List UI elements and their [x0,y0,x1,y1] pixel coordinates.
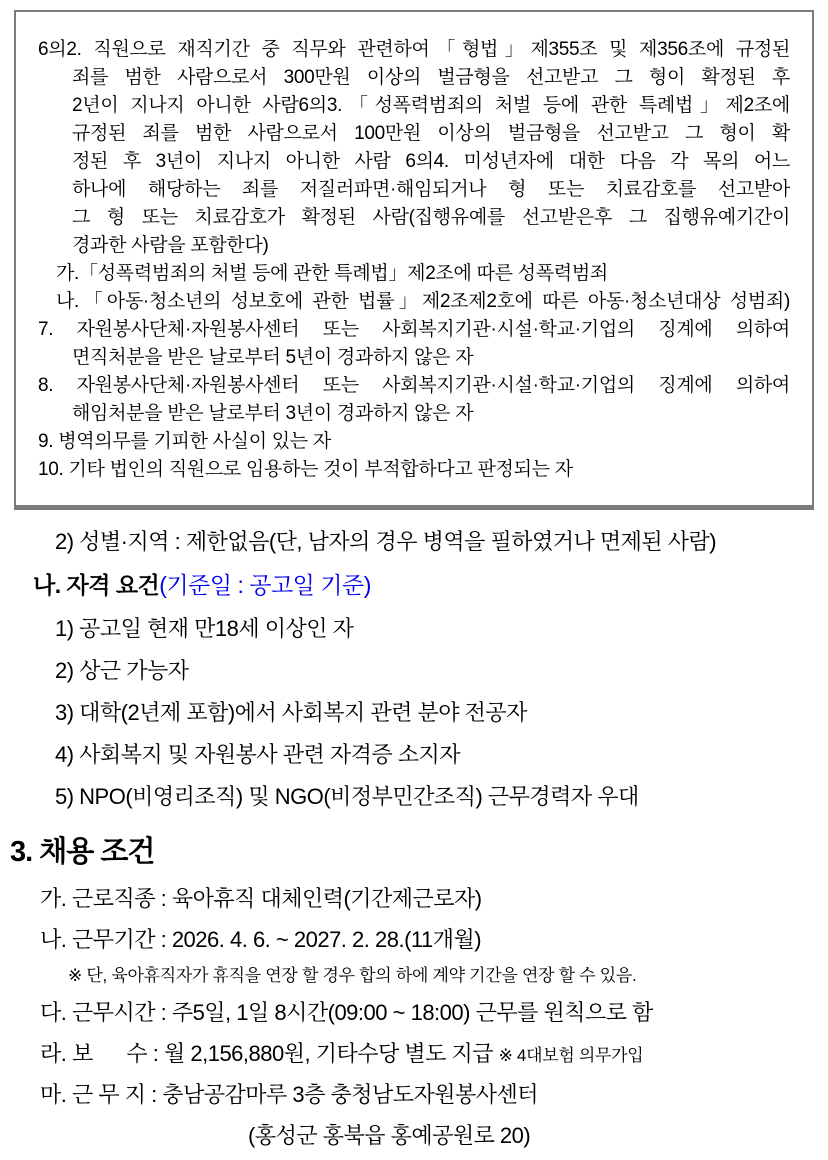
disqualification-line: 6의2. 직원으로 재직기간 중 직무와 관련하여「형법」제355조 및 제356조에 규정된 [38,39,790,60]
disqualification-line: 가.「성폭력범죄의 처벌 등에 관한 특례법」제2조에 따른 성폭력범죄 [56,263,608,284]
disqualification-line: 하나에 해당하는 죄를 저질러파면·해임되거나 형 또는 치료감호를 선고받아 [72,179,790,200]
disqualification-line: 8. 자원봉사단체·자원봉사센터 또는 사회복지기관·시설·학교·기업의 징계에 의하여 [38,375,790,396]
disqualification-line: 7. 자원봉사단체·자원봉사센터 또는 사회복지기관·시설·학교·기업의 징계에 의하여 [38,319,790,340]
employment-condition-item [40,919,814,960]
disqualification-line: 면직처분을 받은 날로부터 5년이 경과하지 않은 자 [72,347,474,368]
employment-condition-item [40,960,814,992]
insurance-note: ※ 4대보험 의무가입 [498,1046,644,1065]
employment-condition-item [40,1074,814,1115]
disqualification-line: 죄를 범한 사람으로서 300만원 이상의 벌금형을 선고받고 그 형이 확정된 후 [72,67,790,88]
employment-condition-item [40,878,814,919]
disqualification-box [14,10,814,510]
employment-conditions-list [40,878,814,1156]
employment-condition-text: 가. 근로직종 : 육아휴직 대체인력(기간제근로자) [40,886,482,911]
disqualification-line: 나.「아동·청소년의 성보호에 관한 법률」제2조제2호에 따른 아동·청소년대상 성범죄) [56,291,790,312]
employment-condition-text: 나. 근무기간 : 2026. 4. 6. ~ 2027. 2. 28.(11개월) [40,927,482,952]
disqualification-line: 규정된 죄를 범한 사람으로서 100만원 이상의 벌금형을 선고받고 그 형이 확 [72,123,790,144]
employment-condition-text: 다. 근무시간 : 주5일, 1일 8시간(09:00 ~ 18:00) 근무를 원칙으로 함 [40,1000,653,1025]
requirement-item: 2) 상근 가능자 [55,658,189,683]
disqualification-line: 10. 기타 법인의 직원으로 임용하는 것이 부적합하다고 판정되는 자 [38,459,573,480]
disqualification-line: 2년이 지나지 아니한 사람6의3.「성폭력범죄의 처벌 등에 관한 특례법」제2조에 [72,95,790,116]
disqualification-line: 9. 병역의무를 기피한 사실이 있는 자 [38,431,331,452]
employment-condition-text: 라. 보 수 : 월 2,156,880원, 기타수당 별도 지급 [40,1041,499,1066]
requirement-item: 4) 사회복지 및 자원봉사 관련 자격증 소지자 [55,742,461,767]
employment-conditions-heading: 3. 채용 조건 [10,836,155,868]
disqualification-line: 경과한 사람을 포함한다) [72,235,269,256]
qualification-heading-basis-date: (기준일 : 공고일 기준) [159,572,371,598]
requirement-item: 5) NPO(비영리조직) 및 NGO(비정부민간조직) 근무경력자 우대 [55,784,639,809]
employment-condition-item [40,992,814,1033]
employment-condition-item [40,1033,814,1074]
disqualification-line: 그 형 또는 치료감호가 확정된 사람(집행유예를 선고받은후 그 집행유예기간이 [72,207,790,228]
employment-condition-text: (홍성군 홍북읍 홍예공원로 20) [248,1123,531,1148]
requirement-item: 1) 공고일 현재 만18세 이상인 자 [55,616,354,641]
employment-condition-text: ※ 단, 육아휴직자가 휴직을 연장 할 경우 합의 하에 계약 기간을 연장 할 수 있음. [68,966,637,985]
disqualification-line: 해임처분을 받은 날로부터 3년이 경과하지 않은 자 [72,403,474,424]
qualification-heading-label: 나. 자격 요건 [33,572,160,598]
qualification-heading [33,570,814,600]
document-page [0,10,828,1160]
requirement-list [55,608,814,818]
requirement-item: 3) 대학(2년제 포함)에서 사회복지 관련 분야 전공자 [55,700,527,725]
employment-condition-text: 마. 근 무 지 : 충남공감마루 3층 충청남도자원봉사센터 [40,1082,539,1107]
disqualification-line: 정된 후 3년이 지나지 아니한 사람 6의4. 미성년자에 대한 다음 각 목의 어느 [72,151,790,172]
gender-region-line: 2) 성별·지역 : 제한없음(단, 남자의 경우 병역을 필하였거나 면제된 사람) [55,529,717,554]
